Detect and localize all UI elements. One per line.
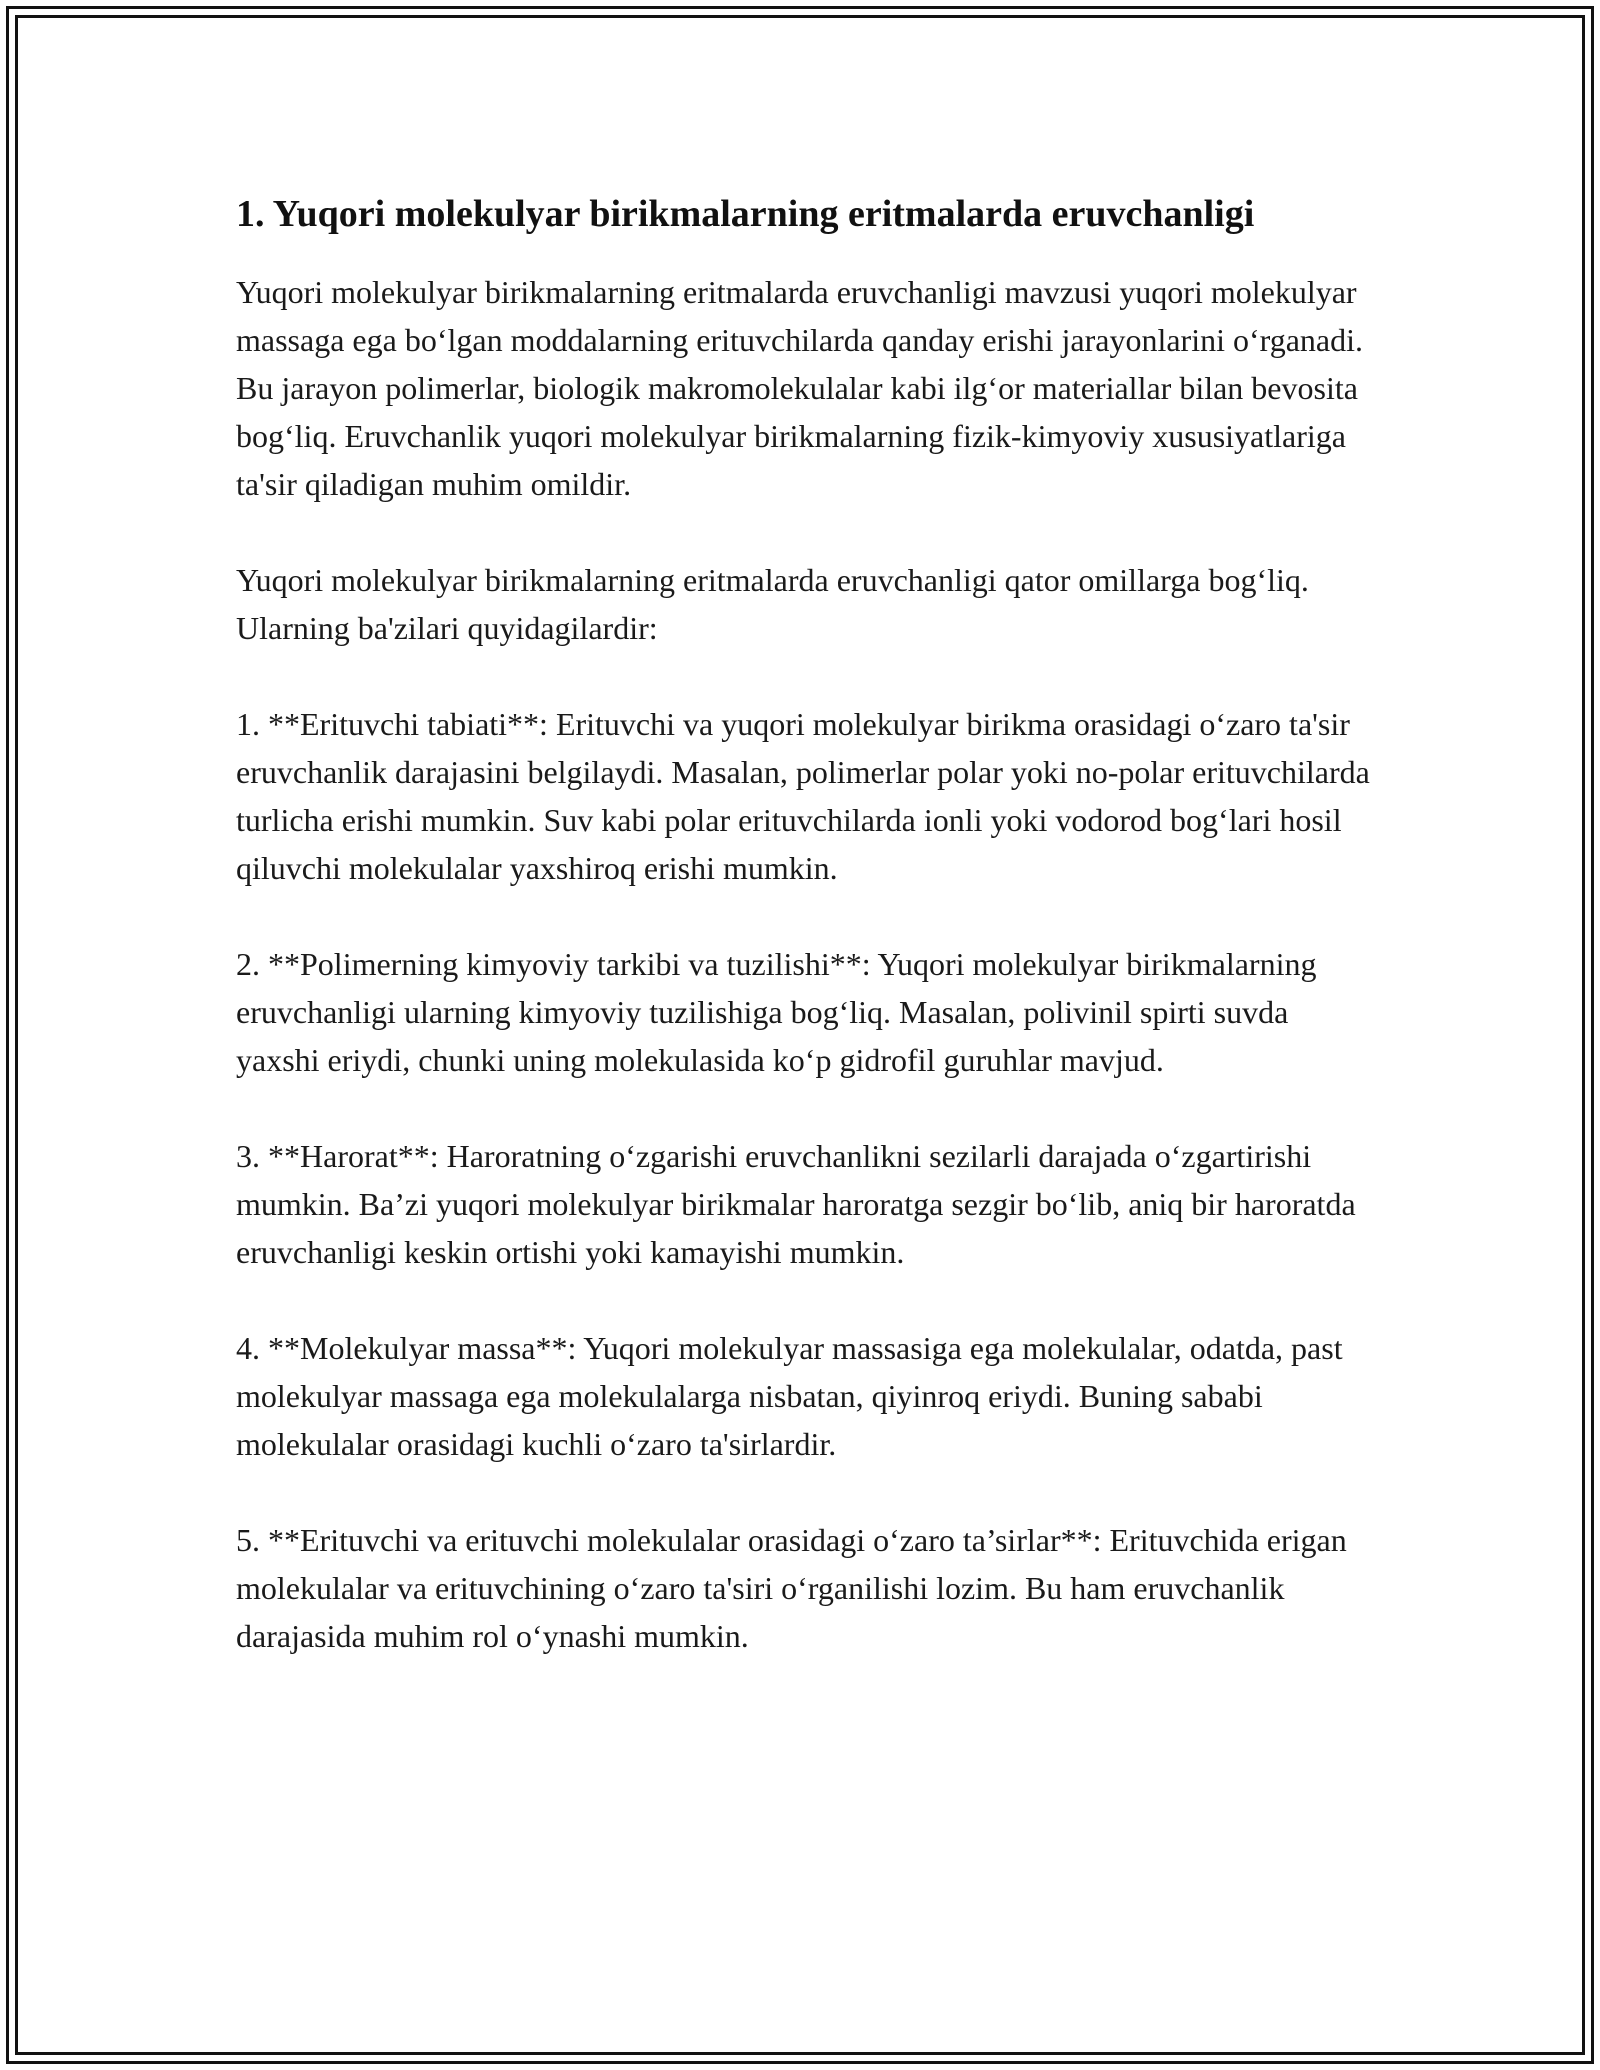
intro-paragraph: Yuqori molekulyar birikmalarning eritmalarda eruvchanligi mavzusi yuqori molekulyar massaga ega boʻlgan moddalarning erituvchilarda qanday erishi jarayonlarini oʻrganadi. Bu jarayon polimerlar, biologik makromolekulalar kabi ilgʻor materiallar bilan bevosita bogʻliq. Eruvchanlik yuqori molekulyar birikmalarning fizik-kimyoviy xususiyatlariga ta'sir qiladigan muhim omildir.: [236, 274, 1363, 502]
list-item-molecular-mass: 4. **Molekulyar massa**: Yuqori molekulyar massasiga ega molekulalar, odatda, past molekulyar massaga ega molekulalarga nisbatan, qiyinroq eriydi. Buning sababi molekulalar orasidagi kuchli oʻzaro ta'sirlardir.: [236, 1330, 1343, 1462]
list-item-polymer-structure: 2. **Polimerning kimyoviy tarkibi va tuzilishi**: Yuqori molekulyar birikmalarning eruvchanligi ularning kimyoviy tuzilishiga bogʻliq. Masalan, polivinil spirti suvda yaxshi eriydi, chunki uning molekulasida koʻp gidrofil guruhlar mavjud.: [236, 946, 1317, 1078]
list-item-solvent-nature: 1. **Erituvchi tabiati**: Erituvchi va yuqori molekulyar birikma orasidagi oʻzaro ta'sir eruvchanlik darajasini belgilaydi. Masalan, polimerlar polar yoki no-polar erituvchilarda turlicha erishi mumkin. Suv kabi polar erituvchilarda ionli yoki vodorod bogʻlari hosil qiluvchi molekulalar yaxshiroq erishi mumkin.: [236, 706, 1370, 886]
list-item-solvent-interactions: 5. **Erituvchi va erituvchi molekulalar orasidagi oʻzaro ta’sirlar**: Erituvchida erigan molekulalar va erituvchining oʻzaro ta'siri oʻrganilishi lozim. Bu ham eruvchanlik darajasida muhim rol oʻynashi mumkin.: [236, 1522, 1347, 1654]
factors-intro-paragraph: Yuqori molekulyar birikmalarning eritmalarda eruvchanligi qator omillarga bogʻliq. Ularning ba'zilari quyidagilardir:: [236, 562, 1309, 646]
document-title: 1. Yuqori molekulyar birikmalarning eritmalarda eruvchanligi: [236, 193, 1255, 235]
document-body: [236, 186, 1376, 1708]
list-item-temperature: 3. **Harorat**: Haroratning oʻzgarishi eruvchanlikni sezilarli darajada oʻzgartirishi mumkin. Ba’zi yuqori molekulyar birikmalar haroratga sezgir boʻlib, aniq bir haroratda eruvchanligi keskin ortishi yoki kamayishi mumkin.: [236, 1138, 1356, 1270]
